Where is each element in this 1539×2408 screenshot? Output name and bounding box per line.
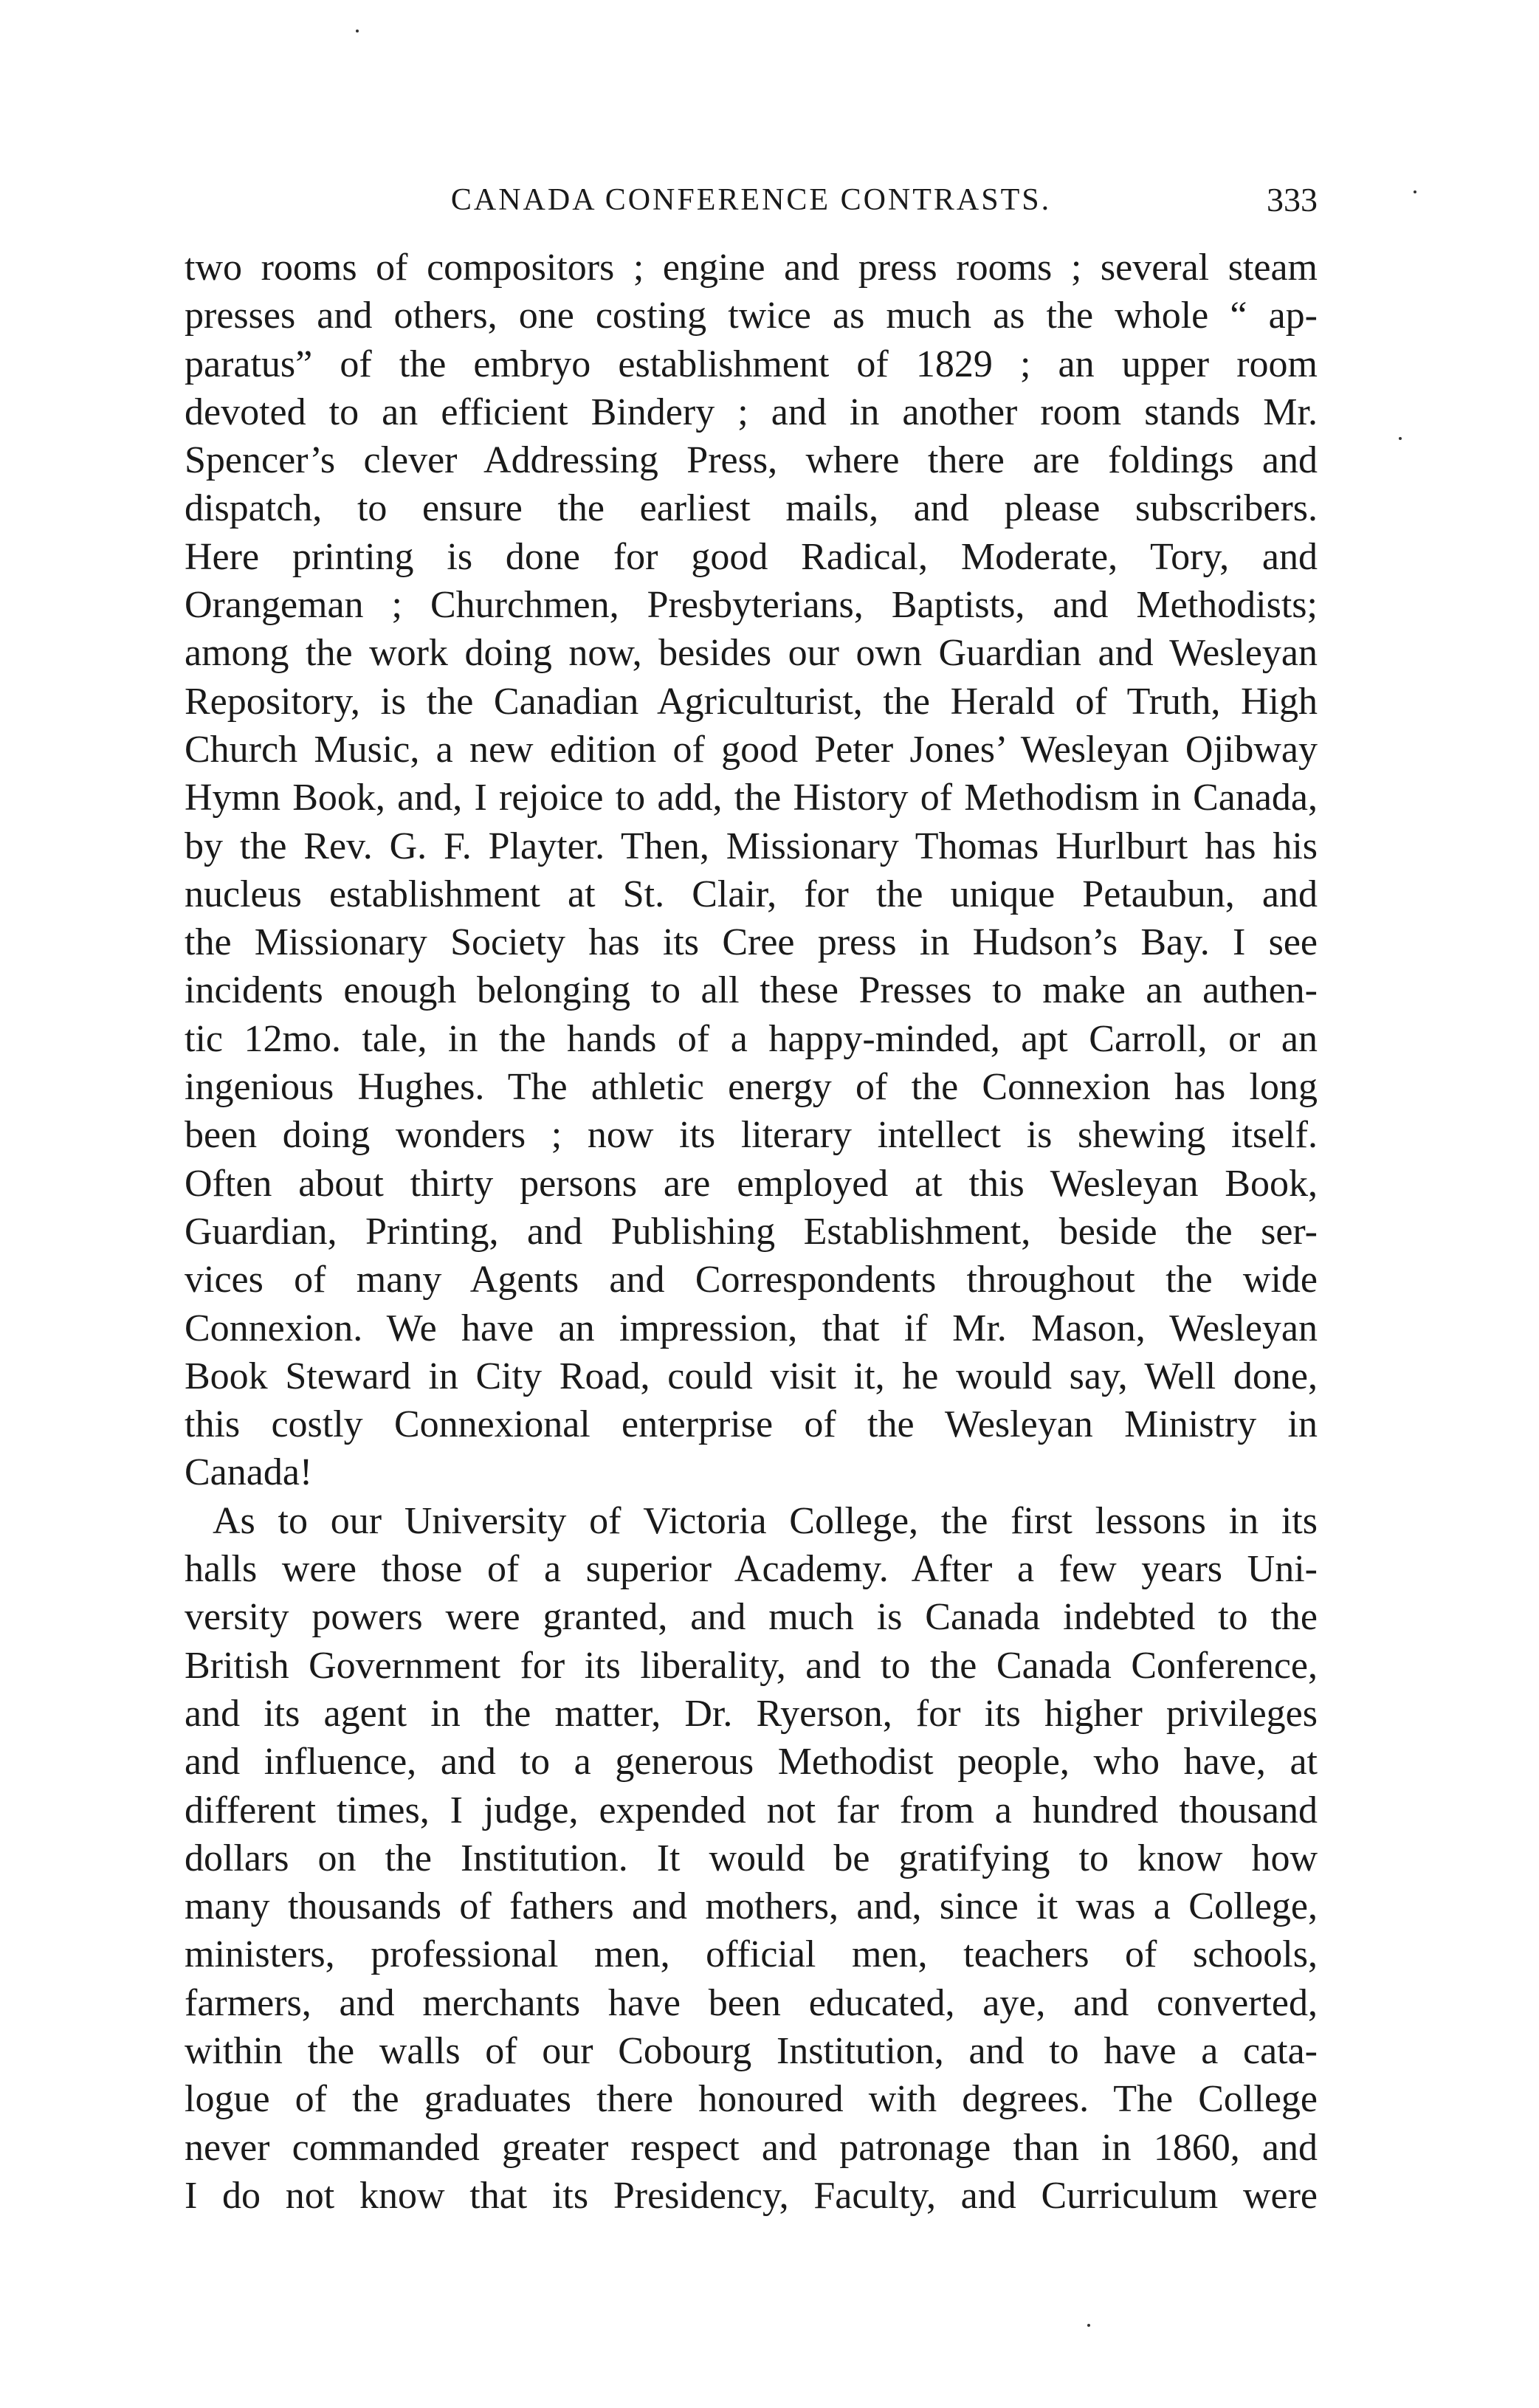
- page-number: 333: [1267, 181, 1318, 219]
- text-line: presses and others, one costing twice as much as the whole “ ap-: [185, 295, 1318, 337]
- text-line: dispatch, to ensure the earliest mails, and please subscribers.: [185, 487, 1318, 530]
- text-line: Orangeman ; Churchmen, Presbyterians, Baptists, and Methodists;: [185, 584, 1318, 627]
- paragraph: [185, 1497, 1318, 2220]
- text-line: ingenious Hughes. The athletic energy of the Connexion has long: [185, 1066, 1318, 1109]
- text-line: Canada!: [185, 1451, 313, 1494]
- text-line: As to our University of Victoria College, the first lessons in its: [213, 1499, 1318, 1542]
- text-line: Connexion. We have an impression, that if Mr. Mason, Wesleyan: [185, 1307, 1318, 1349]
- text-line: the Missionary Society has its Cree press in Hudson’s Bay. I see: [185, 921, 1318, 964]
- text-line: by the Rev. G. F. Playter. Then, Missionary Thomas Hurlburt has his: [185, 825, 1318, 867]
- text-line: Hymn Book, and, I rejoice to add, the History of Methodism in Canada,: [185, 777, 1318, 819]
- text-line: Book Steward in City Road, could visit it, he would say, Well done,: [185, 1355, 1318, 1397]
- text-line: halls were those of a superior Academy. After a few years Uni-: [185, 1548, 1318, 1591]
- text-line: Repository, is the Canadian Agriculturist, the Herald of Truth, High: [185, 680, 1318, 723]
- text-line: incidents enough belonging to all these Presses to make an authen-: [185, 969, 1318, 1012]
- text-line: farmers, and merchants have been educated, aye, and converted,: [185, 1981, 1318, 2024]
- text-line: within the walls of our Cobourg Institution, and to have a cata-: [185, 2029, 1318, 2072]
- text-line: two rooms of compositors ; engine and press rooms ; several steam: [185, 247, 1318, 289]
- text-line: logue of the graduates there honoured with degrees. The College: [185, 2078, 1318, 2121]
- text-line: ministers, professional men, official men, teachers of schools,: [185, 1933, 1318, 1976]
- text-line: never commanded greater respect and patronage than in 1860, and: [185, 2126, 1318, 2169]
- text-line: devoted to an efficient Bindery ; and in another room stands Mr.: [185, 391, 1318, 433]
- page-header: [185, 174, 1318, 226]
- text-line: this costly Connexional enterprise of the Wesleyan Ministry in: [185, 1403, 1318, 1446]
- text-line: been doing wonders ; now its literary intellect is shewing itself.: [185, 1114, 1318, 1157]
- text-line: vices of many Agents and Correspondents throughout the wide: [185, 1259, 1318, 1301]
- text-line: Often about thirty persons are employed at this Wesleyan Book,: [185, 1162, 1318, 1205]
- text-line: Spencer’s clever Addressing Press, where there are foldings and: [185, 439, 1318, 482]
- text-line: Guardian, Printing, and Publishing Establishment, beside the ser-: [185, 1210, 1318, 1253]
- text-line: different times, I judge, expended not far from a hundred thousand: [185, 1789, 1318, 1831]
- text-line: nucleus establishment at St. Clair, for the unique Petaubun, and: [185, 873, 1318, 915]
- text-line: I do not know that its Presidency, Faculty, and Curriculum were: [185, 2174, 1318, 2217]
- print-speck: [1414, 190, 1416, 193]
- running-title: CANADA CONFERENCE CONTRASTS.: [450, 183, 1052, 217]
- text-line: Church Music, a new edition of good Peter Jones’ Wesleyan Ojibway: [185, 728, 1318, 771]
- text-line: tic 12mo. tale, in the hands of a happy-minded, apt Carroll, or an: [185, 1017, 1318, 1060]
- text-line: dollars on the Institution. It would be gratifying to know how: [185, 1837, 1318, 1879]
- text-line: British Government for its liberality, and to the Canada Conference,: [185, 1644, 1318, 1687]
- text-line: paratus” of the embryo establishment of 1829 ; an upper room: [185, 343, 1318, 385]
- print-speck: [1399, 437, 1402, 440]
- paragraph: [185, 244, 1318, 1497]
- text-line: among the work doing now, besides our own Guardian and Wesleyan: [185, 632, 1318, 675]
- text-line: and influence, and to a generous Methodist people, who have, at: [185, 1741, 1318, 1783]
- text-line: many thousands of fathers and mothers, and, since it was a College,: [185, 1885, 1318, 1928]
- print-speck: [1087, 2324, 1090, 2327]
- body-text: [185, 244, 1318, 2220]
- text-line: and its agent in the matter, Dr. Ryerson, for its higher privileges: [185, 1692, 1318, 1735]
- print-speck: [356, 30, 359, 32]
- text-line: versity powers were granted, and much is Canada indebted to the: [185, 1596, 1318, 1639]
- text-line: Here printing is done for good Radical, Moderate, Tory, and: [185, 535, 1318, 578]
